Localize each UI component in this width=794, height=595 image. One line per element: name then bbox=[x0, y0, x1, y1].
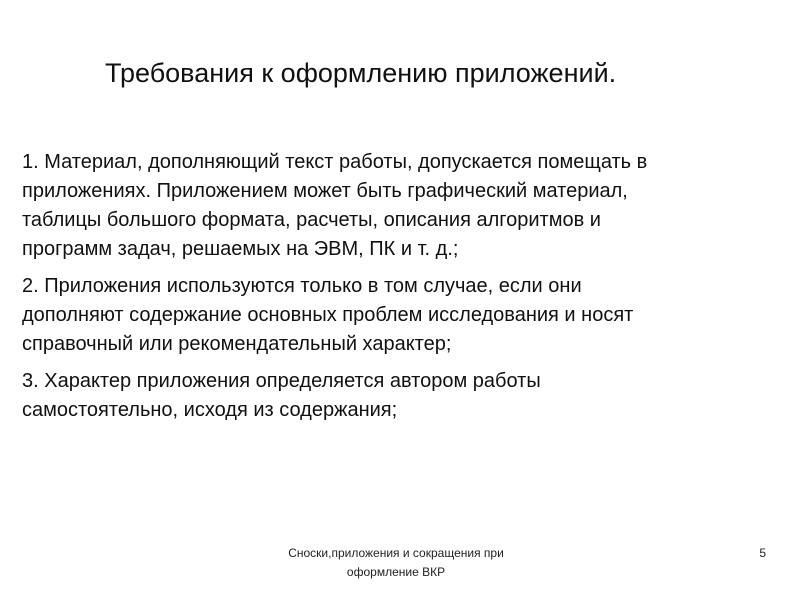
paragraph-line: дополняют содержание основных проблем исследования и носят bbox=[22, 304, 634, 326]
footer-line: Сноски,приложения и сокращения при bbox=[288, 546, 504, 560]
paragraph-1 bbox=[22, 148, 762, 264]
paragraph-line: 3. Характер приложения определяется автором работы bbox=[22, 370, 541, 392]
footer-line: оформление ВКР bbox=[346, 565, 446, 579]
paragraph-line: приложениях. Приложением может быть графический материал, bbox=[22, 180, 628, 202]
slide-body bbox=[22, 148, 762, 433]
paragraph-line: таблицы большого формата, расчеты, описания алгоритмов и bbox=[22, 209, 601, 231]
paragraph-3 bbox=[22, 367, 762, 425]
paragraph-line: справочный или рекомендательный характер; bbox=[22, 333, 452, 355]
paragraph-2 bbox=[22, 272, 762, 359]
paragraph-line: самостоятельно, исходя из содержания; bbox=[22, 399, 398, 421]
paragraph-line: 1. Материал, дополняющий текст работы, допускается помещать в bbox=[22, 151, 648, 173]
paragraph-line: 2. Приложения используются только в том случае, если они bbox=[22, 275, 582, 297]
paragraph-line: программ задач, решаемых на ЭВМ, ПК и т. д.; bbox=[22, 238, 459, 260]
page-number: 5 bbox=[759, 546, 766, 560]
slide-footer bbox=[260, 544, 532, 582]
slide-title: Требования к оформлению приложений. bbox=[105, 58, 617, 88]
